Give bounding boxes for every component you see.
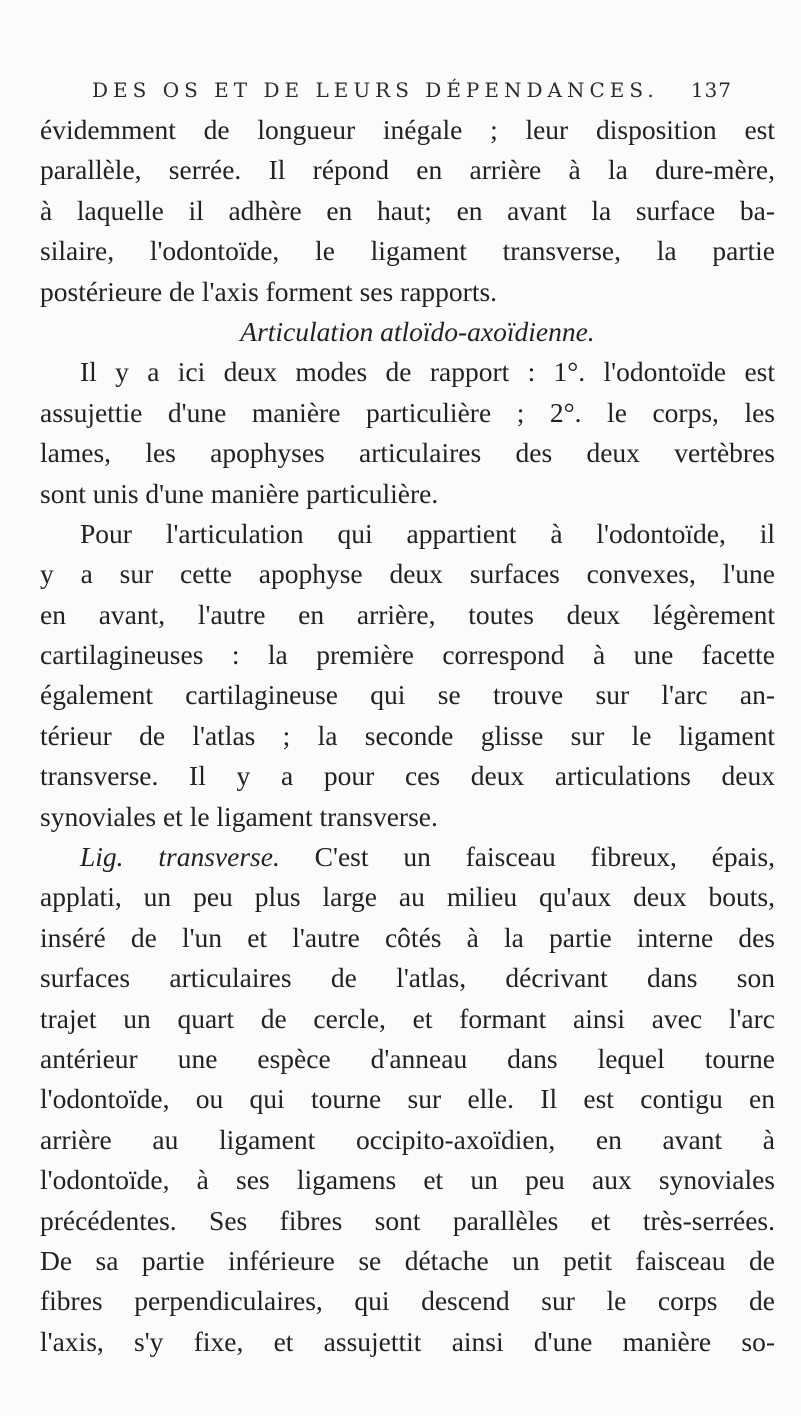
page-number: 137 [690, 78, 732, 102]
ligament-subheading: Lig. transverse. [80, 841, 280, 873]
text-fragment: C'est un faisceau fibreux, épais, [314, 841, 775, 873]
text-line: antérieur une espèce d'anneau dans lequel tourne [40, 1042, 775, 1074]
section-heading: Articulation atloïdo-axoïdienne. [240, 315, 595, 347]
text-line: assujettie d'une manière particulière ; 2°. le corps, les [40, 396, 775, 428]
running-title: DES OS ET DE LEURS DÉPENDANCES. [92, 78, 659, 102]
text-line: l'axis, s'y fixe, et assujettit ainsi d'une manière so- [40, 1325, 775, 1357]
text-line: également cartilagineuse qui se trouve sur l'arc an- [40, 679, 775, 711]
text-line: applati, un peu plus large au milieu qu'aux deux bouts, [40, 881, 775, 913]
text-line: sont unis d'une manière particulière. [40, 477, 439, 509]
text-line: lames, les apophyses articulaires des deux vertèbres [40, 437, 775, 469]
text-line: cartilagineuses : la première correspond à une facette [40, 639, 775, 671]
body-text [40, 110, 775, 1362]
text-line: fibres perpendiculaires, qui descend sur le corps de [40, 1285, 775, 1317]
text-line [40, 837, 775, 877]
text-line: y a sur cette apophyse deux surfaces convexes, l'une [40, 558, 775, 590]
text-line: l'odontoïde, à ses ligamens et un peu aux synoviales [40, 1164, 775, 1196]
text-line: silaire, l'odontoïde, le ligament transverse, la partie [40, 235, 775, 267]
text-line: synoviales et le ligament transverse. [40, 800, 438, 832]
text-line: en avant, l'autre en arrière, toutes deux légèrement [40, 598, 775, 630]
text-line: évidemment de longueur inégale ; leur disposition est [40, 114, 775, 145]
text-line: arrière au ligament occipito-axoïdien, en avant à [40, 1123, 775, 1155]
running-header [92, 78, 732, 102]
text-line: à laquelle il adhère en haut; en avant la surface ba- [40, 194, 775, 226]
text-line: transverse. Il y a pour ces deux articulations deux [40, 760, 775, 792]
text-line: trajet un quart de cercle, et formant ainsi avec l'arc [40, 1002, 775, 1034]
text-line: De sa partie inférieure se détache un petit faisceau de [40, 1244, 775, 1276]
text-line: Il y a ici deux modes de rapport : 1°. l'odontoïde est [80, 356, 775, 388]
text-line: surfaces articulaires de l'atlas, décrivant dans son [40, 962, 775, 994]
text-line: Pour l'articulation qui appartient à l'odontoïde, il [80, 517, 775, 549]
text-line: postérieure de l'axis forment ses rapports. [40, 275, 498, 307]
text-line: inséré de l'un et l'autre côtés à la partie interne des [40, 921, 775, 953]
text-line: térieur de l'atlas ; la seconde glisse sur le ligament [40, 719, 775, 751]
text-line: parallèle, serrée. Il répond en arrière à la dure-mère, [40, 154, 775, 186]
text-line: l'odontoïde, ou qui tourne sur elle. Il est contigu en [40, 1083, 775, 1115]
text-line: précédentes. Ses fibres sont parallèles et très-serrées. [40, 1204, 775, 1236]
